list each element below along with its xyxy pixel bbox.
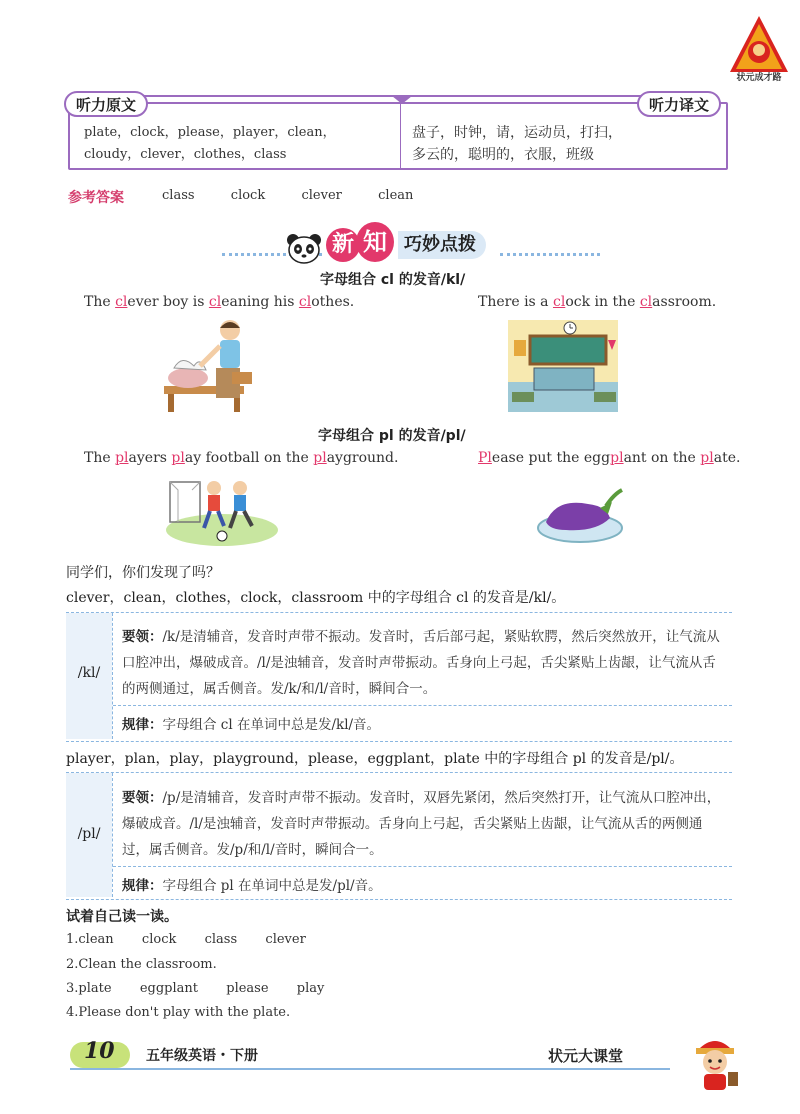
sentence-part: The (84, 294, 116, 310)
rule-box-kl-separator (112, 613, 114, 739)
sentence-part: ock in the (565, 294, 640, 310)
highlight-cl: cl (115, 294, 128, 310)
key-text: /k/是清辅音，发音时声带不振动。发音时，舌后部弓起，紧贴软腭，然后突然放开，让气流从口腔冲出，爆破成音。/l/是浊辅音，发音时声带振动。舌身向上弓起，舌尖紧贴上齿龈，让气流从舌的两侧通过，属舌侧音。发/k/和/l/音时，瞬间合一。 (122, 629, 720, 697)
listening-original-line: plate，clock，please，player，clean， (84, 125, 336, 140)
listening-translation-text (412, 122, 722, 166)
rule-kl-key-points (122, 624, 722, 702)
sentence-part: ate. (713, 450, 741, 466)
phonetic-kl: /kl/ (77, 665, 101, 681)
try-reading-item: 4.Please don't play with the plate. (66, 1005, 291, 1020)
sentence-part: There is a (478, 294, 553, 310)
key-label: 要领： (122, 790, 163, 806)
banner-title: 巧妙点拨 (398, 231, 486, 259)
sentence-part: eaning his (221, 294, 299, 310)
rule-box-pl-separator (112, 773, 114, 897)
sentence-part: ayground. (326, 450, 399, 466)
series-brand: 状元大课堂 (548, 1047, 624, 1065)
example-sentence-clock (478, 294, 716, 310)
highlight-pl: pl (700, 450, 714, 466)
book-title: 五年级英语・下册 (146, 1048, 258, 1064)
sentence-part: ease put the egg (491, 450, 611, 466)
highlight-cl: cl (552, 294, 566, 310)
sentence-part: ant on the (623, 450, 701, 466)
rule-box-pl-mid-line (113, 866, 732, 867)
listening-original-label: 听力原文 (64, 91, 148, 117)
panda-icon (286, 232, 322, 264)
footer-line (70, 1068, 670, 1070)
listening-translation-label: 听力译文 (637, 91, 721, 117)
sentence-part: othes. (311, 294, 355, 310)
sentence-part: ay football on the (184, 450, 314, 466)
highlight-pl: Pl (478, 450, 492, 466)
try-reading-item: 3.plate eggplant please play (66, 981, 325, 996)
banner-badge-zhi: 知 (356, 222, 394, 262)
highlight-pl: pl (171, 450, 185, 466)
classroom-illustration (508, 320, 618, 412)
key-text: /p/是清辅音，发音时声带不振动。发音时，双唇先紧闭，然后突然打开，让气流从口腔冲出，爆破成音。/l/是浊辅音，发音时声带振动。舌身向上弓起，舌尖紧贴上齿龈，让气流从舌的两侧通过，属舌侧音。发/p/和/l/音时，瞬间合一。 (122, 790, 721, 858)
try-reading-title: 试着自己读一读。 (66, 909, 178, 925)
rule-text: 字母组合 cl 在单词中总是发/kl/音。 (162, 717, 381, 733)
boy-cleaning-clothes-illustration (160, 316, 260, 416)
highlight-pl: pl (115, 450, 129, 466)
football-players-illustration (164, 474, 280, 548)
discovery-question: 同学们，你们发现了吗？ (66, 565, 220, 581)
example-sentence-players (84, 450, 398, 466)
phonetic-pl: /pl/ (77, 826, 101, 842)
listening-divider (400, 104, 401, 168)
listening-translation-line: 多云的，聪明的，衣服，班级 (412, 147, 594, 163)
eggplant-on-plate-illustration (536, 482, 628, 546)
listening-original-line: cloudy，clever，clothes，class (84, 147, 287, 162)
sentence-part: ever boy is (127, 294, 209, 310)
section-cl-title: 字母组合 cl 的发音/kl/ (320, 272, 466, 288)
highlight-cl: cl (298, 294, 312, 310)
highlight-cl: cl (639, 294, 653, 310)
highlight-pl: pl (313, 450, 327, 466)
listening-original-text (84, 122, 394, 166)
try-reading-item: 2.Clean the classroom. (66, 957, 217, 972)
highlight-pl: pl (610, 450, 624, 466)
cl-summary-line: clever，clean，clothes，clock，classroom 中的字母组合 cl 的发音是/kl/。 (66, 590, 566, 606)
sentence-part: ayers (128, 450, 172, 466)
sentence-part: The (84, 450, 116, 466)
page-number: 10 (84, 1038, 115, 1064)
rule-label: 规律： (122, 717, 163, 733)
banner-badge-xin: 新 (326, 228, 360, 262)
brand-logo-text: 状元成才路 (736, 73, 782, 83)
rule-kl-pattern (122, 712, 722, 738)
rule-pl-key-points (122, 785, 722, 863)
banner-dots-right (500, 253, 600, 256)
key-label: 要领： (122, 629, 163, 645)
example-sentence-clever-boy (84, 294, 354, 310)
rule-box-kl-mid-line (113, 705, 732, 706)
listening-translation-line: 盘子，时钟，请，运动员，打扫， (412, 125, 622, 141)
section-pl-title: 字母组合 pl 的发音/pl/ (318, 428, 466, 444)
example-sentence-eggplant (478, 450, 740, 466)
answer-words: class clock clever clean (162, 188, 414, 203)
answer-label: 参考答案 (68, 190, 124, 206)
rule-pl-pattern (122, 873, 722, 899)
try-reading-item: 1.clean clock class clever (66, 932, 306, 947)
rule-label: 规律： (122, 878, 163, 894)
pl-summary-line: player，plan，play，playground，please，eggplant，plate 中的字母组合 pl 的发音是/pl/。 (66, 751, 684, 767)
mascot-icon (684, 1032, 746, 1094)
highlight-cl: cl (208, 294, 222, 310)
rule-text: 字母组合 pl 在单词中总是发/pl/音。 (162, 878, 382, 894)
sentence-part: assroom. (652, 294, 717, 310)
